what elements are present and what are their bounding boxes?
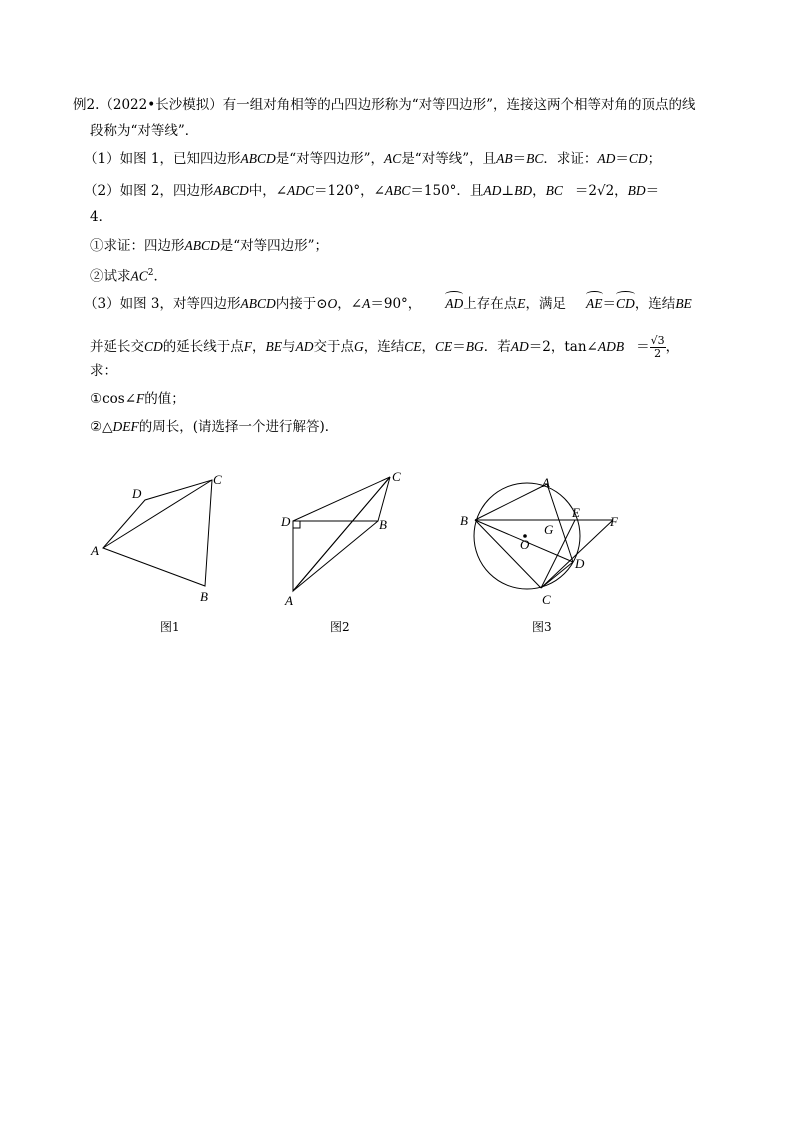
fig3-label-o: O bbox=[520, 537, 530, 552]
fig2-label-b: B bbox=[379, 517, 387, 532]
fraction-sqrt3-over-2: $\frac{√3}{2}$ bbox=[650, 334, 665, 360]
fig3-label-e: E bbox=[572, 505, 580, 520]
fig2-diagonal-ac bbox=[293, 477, 390, 591]
question-3-1: ①cos∠F的值； bbox=[90, 391, 185, 407]
fig1-label-a: A bbox=[91, 543, 99, 558]
fig3-label-c: C bbox=[542, 592, 551, 607]
fig2-label-a: A bbox=[285, 593, 293, 608]
figure-1 bbox=[85, 470, 245, 610]
fig1-diagonal-ac bbox=[103, 480, 212, 548]
fig3-label-f: F bbox=[610, 514, 618, 529]
fig3-label-d: D bbox=[575, 556, 585, 571]
fig1-label-b: B bbox=[200, 589, 208, 604]
fig3-label-g: G bbox=[544, 522, 554, 537]
part-1: （1）如图 1，已知四边形ABCD是“对等四边形”，AC是“对等线”，且AB＝BC．求证：AD＝CD； bbox=[84, 151, 662, 167]
fig1-label-d: D bbox=[132, 486, 142, 501]
fig2-diagonal-ab bbox=[293, 521, 378, 591]
qiu-label: 求： bbox=[90, 363, 117, 379]
fig2-label-d: D bbox=[281, 514, 291, 529]
fig2-label-c: C bbox=[392, 469, 401, 484]
figure-2 bbox=[275, 465, 415, 615]
question-3-2: ②△DEF的周长，(请选择一个进行解答)． bbox=[90, 419, 339, 435]
fig3-label-b: B bbox=[460, 513, 468, 528]
fig2-caption: 图2 bbox=[330, 620, 350, 634]
fig3-caption: 图3 bbox=[532, 620, 552, 634]
arc-ad: AD bbox=[445, 292, 463, 313]
fig1-caption: 图1 bbox=[160, 620, 180, 634]
fig1-quadrilateral bbox=[103, 480, 212, 586]
part-2-cont: 4． bbox=[90, 209, 113, 225]
fig3-label-a: A bbox=[542, 475, 550, 490]
part-2: （2）如图 2，四边形ABCD中，∠ADC＝120°，∠ABC＝150°．且AD⊥BD，BC ＝2√2，BD＝ bbox=[84, 183, 660, 199]
question-2-1: ①求证：四边形ABCD是“对等四边形”； bbox=[90, 238, 329, 254]
figure-3 bbox=[455, 470, 635, 610]
problem-line-1: 例2.（2022•长沙模拟）有一组对角相等的凸四边形称为“对等四边形”，连接这两个相等对角的顶点的线 bbox=[73, 97, 696, 113]
arc-cd: CD bbox=[616, 292, 635, 313]
problem-line-2: 段称为“对等线”． bbox=[90, 123, 199, 139]
fig2-side-dc bbox=[293, 477, 390, 521]
fig1-label-c: C bbox=[213, 472, 222, 487]
part-3: （3）如图 3，对等四边形ABCD内接于⊙O，∠A＝90°， AD上存在点E，满足 AE＝CD，连结BE bbox=[84, 292, 692, 313]
fig3-side-bc bbox=[475, 520, 541, 588]
arc-ae: AE bbox=[586, 292, 603, 313]
question-2-2: ②试求$AC^2$． bbox=[90, 268, 167, 285]
fig2-right-angle-mark bbox=[293, 521, 300, 528]
part-3-cont: 并延长交CD的延长线于点F，BE与AD交于点G，连结CE，CE＝BG．若AD＝2，tan∠ADB ＝ $\frac{√3}{2}$ ， bbox=[90, 334, 680, 360]
